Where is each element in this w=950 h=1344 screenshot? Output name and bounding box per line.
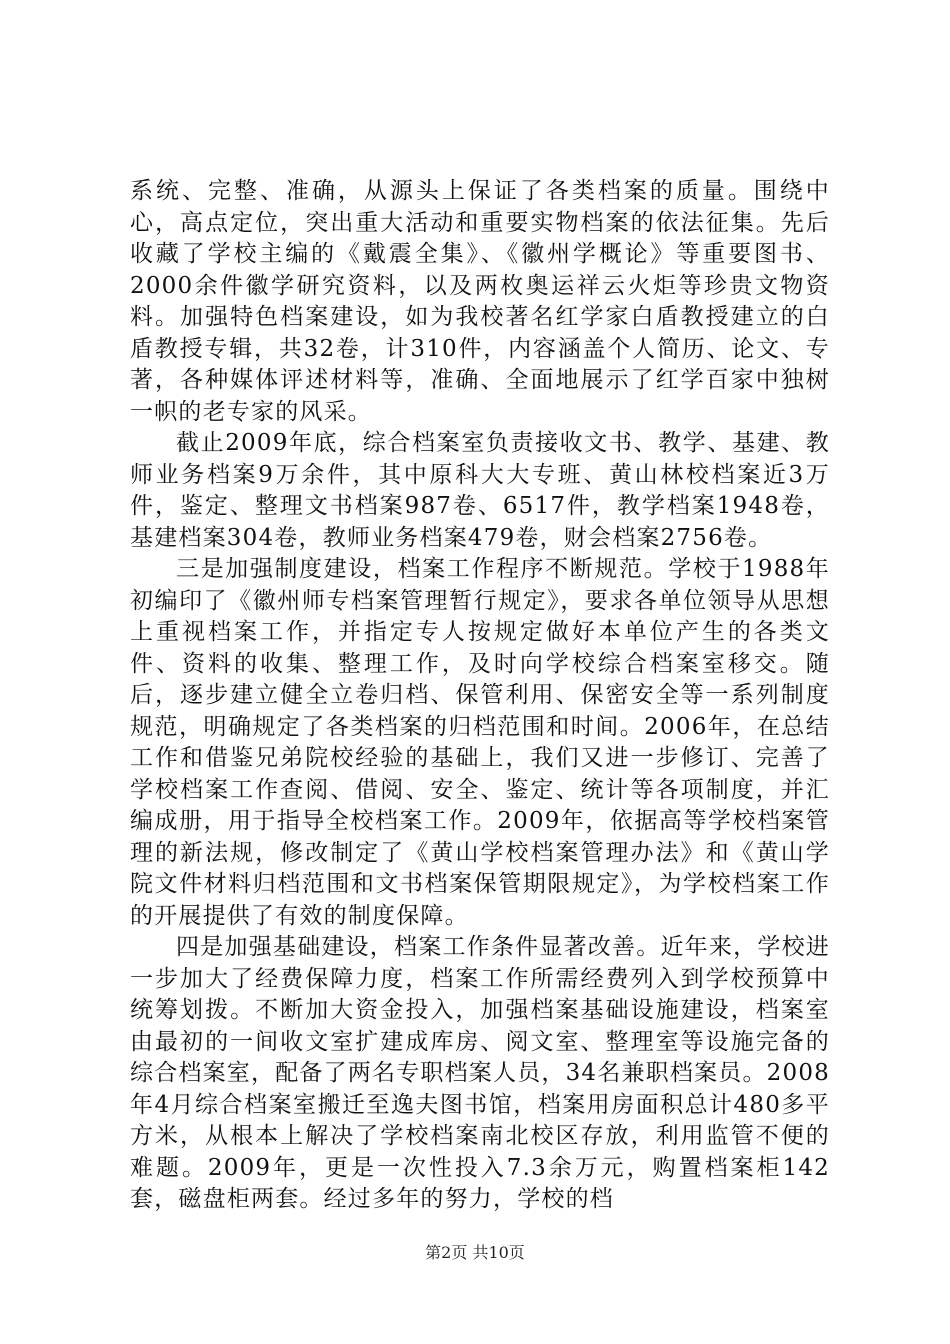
paragraph-1: 系统、完整、准确，从源头上保证了各类档案的质量。围绕中心，高点定位，突出重大活动和重要实物档案的依法征集。先后收藏了学校主编的《戴震全集》、《徽州学概论》等重要图书、2000余件徽学研究资料，以及两枚奥运祥云火炬等珍贵文物资料。加强特色档案建设，如为我校著名红学家白盾教授建立的白盾教授专辑，共32卷，计310件，内容涵盖个人简历、论文、专著，各种媒体评述材料等，准确、全面地展示了红学百家中独树一帜的老专家的风采。 [130,178,830,425]
page-number-footer: 第2页 共10页 [425,1243,525,1262]
document-body [130,176,830,1216]
paragraph-4: 四是加强基础建设，档案工作条件显著改善。近年来，学校进一步加大了经费保障力度，档案工作所需经费列入到学校预算中统筹划拨。不断加大资金投入，加强档案基础设施建设，档案室由最初的一间收文室扩建成库房、阅文室、整理室等设施完备的综合档案室，配备了两名专职档案人员，34名兼职档案员。2008年4月综合档案室搬迁至逸夫图书馆，档案用房面积总计480多平方米，从根本上解决了学校档案南北校区存放，利用监管不便的难题。2009年，更是一次性投入7.3余万元，购置档案柜142套，磁盘柜两套。经过多年的努力，学校的档 [130,934,830,1212]
paragraph-3: 三是加强制度建设，档案工作程序不断规范。学校于1988年初编印了《徽州师专档案管理暂行规定》，要求各单位领导从思想上重视档案工作，并指定专人按规定做好本单位产生的各类文件、资料的收集、整理工作，及时向学校综合档案室移交。随后，逐步建立健全立卷归档、保管利用、保密安全等一系列制度规范，明确规定了各类档案的归档范围和时间。2006年，在总结工作和借鉴兄弟院校经验的基础上，我们又进一步修订、完善了学校档案工作查阅、借阅、安全、鉴定、统计等各项制度，并汇编成册，用于指导全校档案工作。2009年，依据高等学校档案管理的新法规，修改制定了《黄山学校档案管理办法》和《黄山学院文件材料归档范围和文书档案保管期限规定》，为学校档案工作的开展提供了有效的制度保障。 [130,556,830,929]
paragraph-2: 截止2009年底，综合档案室负责接收文书、教学、基建、教师业务档案9万余件，其中原科大大专班、黄山林校档案近3万件，鉴定、整理文书档案987卷、6517件，教学档案1948卷，基建档案304卷，教师业务档案479卷，财会档案2756卷。 [130,430,830,551]
